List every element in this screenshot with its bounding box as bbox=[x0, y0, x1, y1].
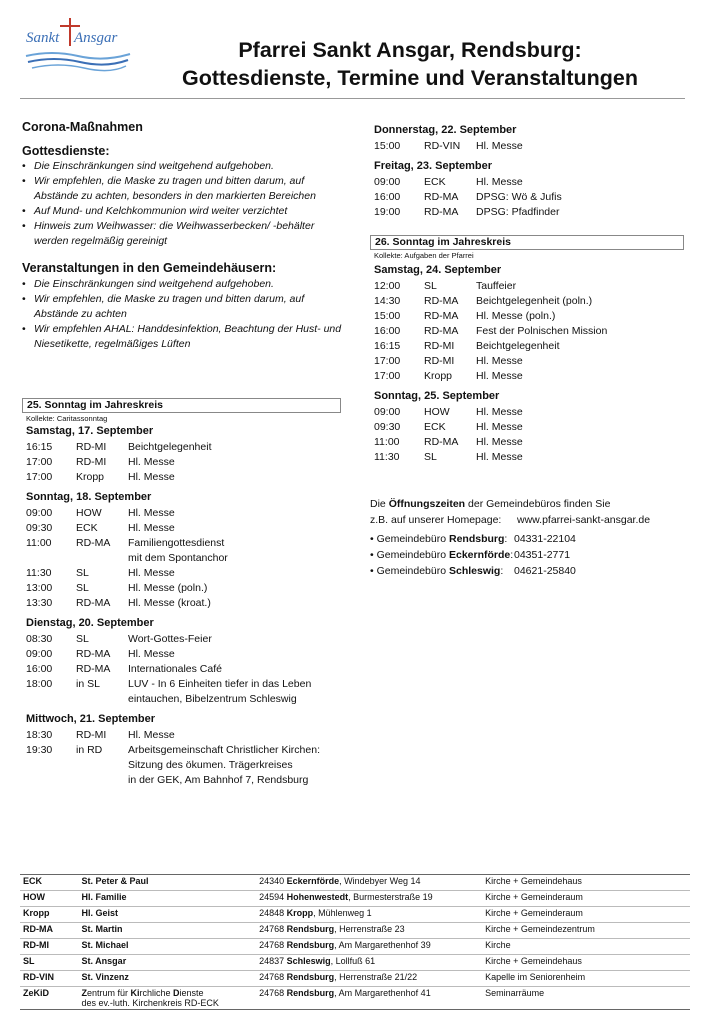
event-row bbox=[26, 536, 346, 566]
event-time: 09:00 bbox=[374, 176, 401, 188]
table-row bbox=[20, 907, 690, 923]
event-row bbox=[26, 506, 346, 521]
event-description: mit dem Spontanchor bbox=[128, 552, 228, 564]
event-location: RD-MA bbox=[424, 325, 459, 337]
list-item: • Auf Mund- und Kelchkommunion wird weiter verzichtet bbox=[22, 204, 342, 219]
offices-intro-post: der Gemeindebüros finden Sie bbox=[465, 498, 611, 510]
address-street: , Mühlenweg 1 bbox=[313, 908, 372, 918]
event-description: Beichtgelegenheit bbox=[476, 340, 560, 352]
event-row bbox=[26, 662, 346, 677]
address-town: Rendsburg bbox=[286, 940, 335, 950]
bullet-glyph: • bbox=[370, 549, 377, 561]
location-address bbox=[256, 923, 482, 939]
address-town: Rendsburg bbox=[286, 924, 335, 934]
event-location: Kropp bbox=[76, 471, 105, 483]
location-code: SL bbox=[20, 955, 79, 971]
event-description: DPSG: Pfadfinder bbox=[476, 206, 560, 218]
location-type: Kirche + Gemeinderaum bbox=[482, 907, 690, 923]
location-code: RD-MA bbox=[20, 923, 79, 939]
event-description: Hl. Messe bbox=[476, 370, 523, 382]
event-location: in SL bbox=[76, 678, 100, 690]
event-row bbox=[374, 205, 694, 220]
address-zip: 24768 bbox=[259, 972, 287, 982]
event-description: Hl. Messe (poln.) bbox=[128, 582, 208, 594]
table-row bbox=[20, 923, 690, 939]
event-location: RD-MI bbox=[76, 456, 107, 468]
day-heading: Samstag, 24. September bbox=[374, 264, 502, 276]
address-town: Schleswig bbox=[286, 956, 331, 966]
event-description: Hl. Messe bbox=[128, 507, 175, 519]
gottesdienste-list bbox=[22, 159, 342, 249]
event-time: 08:30 bbox=[26, 633, 53, 645]
event-row bbox=[374, 190, 694, 205]
event-time: 18:00 bbox=[26, 678, 53, 690]
event-time: 18:30 bbox=[26, 729, 53, 741]
event-row bbox=[26, 647, 346, 662]
event-location: RD-MI bbox=[76, 729, 107, 741]
sunday-title: 25. Sonntag im Jahreskreis bbox=[22, 398, 341, 413]
event-time: 16:00 bbox=[374, 191, 401, 203]
homepage-link[interactable]: www.pfarrei-sankt-ansgar.de bbox=[517, 514, 651, 526]
location-code: ECK bbox=[20, 875, 79, 891]
event-time: 14:30 bbox=[374, 295, 401, 307]
event-description: eintauchen, Bibelzentrum Schleswig bbox=[128, 693, 297, 705]
event-time: 16:15 bbox=[26, 441, 53, 453]
event-description: Hl. Messe bbox=[476, 421, 523, 433]
event-description: Hl. Messe bbox=[128, 567, 175, 579]
address-zip: 24768 bbox=[259, 940, 287, 950]
office-label: Gemeindebüro bbox=[376, 565, 449, 577]
event-row bbox=[374, 324, 694, 339]
event-description: Hl. Messe bbox=[128, 471, 175, 483]
event-location: SL bbox=[76, 633, 89, 645]
logo-word-sankt: Sankt bbox=[26, 30, 60, 46]
day-heading: Sonntag, 25. September bbox=[374, 390, 500, 402]
day-heading: Freitag, 23. September bbox=[374, 160, 492, 172]
event-row bbox=[26, 440, 346, 455]
bullet-glyph: • bbox=[370, 565, 377, 577]
address-town: Kropp bbox=[286, 908, 314, 918]
event-row bbox=[26, 470, 346, 485]
address-street: , Am Margarethenhof 39 bbox=[334, 940, 431, 950]
event-row bbox=[374, 294, 694, 309]
location-church: St. Martin bbox=[79, 923, 257, 939]
event-row bbox=[26, 455, 346, 470]
office-phone[interactable]: 04331-22104 bbox=[514, 533, 576, 545]
office-town: Schleswig bbox=[448, 565, 501, 577]
event-description: Beichtgelegenheit bbox=[128, 441, 212, 453]
event-description: Sitzung des ökumen. Trägerkreises bbox=[128, 759, 293, 771]
event-time: 11:00 bbox=[374, 436, 400, 448]
address-street: , Burmesterstraße 19 bbox=[348, 892, 433, 902]
event-description: Arbeitsgemeinschaft Christlicher Kirchen: bbox=[128, 744, 320, 756]
office-phone[interactable]: 04621-25840 bbox=[514, 565, 576, 577]
church-name-part: Ki bbox=[130, 988, 140, 998]
event-location: SL bbox=[424, 451, 437, 463]
event-description: Hl. Messe (kroat.) bbox=[128, 597, 211, 609]
event-time: 17:00 bbox=[374, 370, 401, 382]
event-row bbox=[26, 728, 346, 743]
event-description: DPSG: Wö & Jufis bbox=[476, 191, 562, 203]
address-street: , Windebyer Weg 14 bbox=[339, 876, 421, 886]
address-zip: 24768 bbox=[259, 924, 287, 934]
event-row bbox=[374, 309, 694, 324]
event-row bbox=[26, 743, 346, 788]
locations-table bbox=[20, 874, 690, 1010]
address-street: , Am Margarethenhof 41 bbox=[334, 988, 431, 998]
day-heading: Samstag, 17. September bbox=[26, 425, 154, 437]
event-location: RD-MI bbox=[76, 441, 107, 453]
kollekte-note: Kollekte: Caritassonntag bbox=[26, 414, 108, 423]
event-row bbox=[374, 405, 694, 420]
address-town: Hohenwestedt bbox=[286, 892, 349, 902]
event-time: 16:00 bbox=[374, 325, 401, 337]
location-church: St. Vinzenz bbox=[79, 971, 257, 987]
address-zip: 24848 bbox=[259, 908, 287, 918]
location-church: Hl. Geist bbox=[79, 907, 257, 923]
office-town: Eckernförde bbox=[448, 549, 511, 561]
veranstaltungen-list bbox=[22, 277, 342, 352]
location-address bbox=[256, 891, 482, 907]
event-time: 11:00 bbox=[26, 537, 52, 549]
list-item: • Die Einschränkungen sind weitgehend aufgehoben. bbox=[22, 159, 342, 174]
church-name-part: rchliche bbox=[139, 988, 174, 998]
event-row bbox=[26, 581, 346, 596]
office-suffix: : bbox=[510, 549, 514, 561]
event-time: 17:00 bbox=[374, 355, 401, 367]
event-location: RD-MI bbox=[424, 340, 455, 352]
event-time: 15:00 bbox=[374, 140, 401, 152]
church-name-line2: des ev.-luth. Kirchenkreis RD-ECK bbox=[81, 998, 219, 1008]
location-code: ZeKiD bbox=[20, 987, 79, 1010]
address-street: , Herrenstraße 23 bbox=[334, 924, 405, 934]
offices-intro-bold: Öffnungszeiten bbox=[388, 498, 466, 510]
office-row bbox=[370, 532, 576, 547]
event-row bbox=[374, 450, 694, 465]
office-suffix: : bbox=[504, 533, 508, 545]
address-street: , Lollfuß 61 bbox=[330, 956, 376, 966]
event-description: Hl. Messe bbox=[128, 522, 175, 534]
day-heading: Dienstag, 20. September bbox=[26, 617, 154, 629]
location-address bbox=[256, 955, 482, 971]
event-location: RD-MA bbox=[424, 310, 459, 322]
event-row bbox=[26, 677, 346, 707]
location-church: St. Peter & Paul bbox=[79, 875, 257, 891]
event-time: 16:00 bbox=[26, 663, 53, 675]
location-code: Kropp bbox=[20, 907, 79, 923]
location-type: Kirche + Gemeinderaum bbox=[482, 891, 690, 907]
location-code: HOW bbox=[20, 891, 79, 907]
office-phone[interactable]: 04351-2771 bbox=[514, 549, 571, 561]
address-street: , Herrenstraße 21/22 bbox=[334, 972, 418, 982]
address-town: Rendsburg bbox=[286, 988, 335, 998]
location-address bbox=[256, 907, 482, 923]
event-location: ECK bbox=[76, 522, 98, 534]
event-description: Hl. Messe bbox=[476, 140, 523, 152]
office-label: Gemeindebüro bbox=[376, 549, 449, 561]
church-name-part: entrum für bbox=[87, 988, 131, 998]
location-type: Kirche + Gemeindehaus bbox=[482, 955, 690, 971]
homepage-label: z.B. auf unserer Homepage: bbox=[370, 514, 502, 526]
offices-intro bbox=[370, 497, 610, 512]
event-time: 13:30 bbox=[26, 597, 53, 609]
event-row bbox=[374, 139, 694, 154]
offices-intro-pre: Die bbox=[370, 498, 389, 510]
event-location: in RD bbox=[76, 744, 103, 756]
event-location: SL bbox=[424, 280, 437, 292]
event-time: 12:00 bbox=[374, 280, 401, 292]
location-address bbox=[256, 971, 482, 987]
list-item: • Wir empfehlen, die Maske zu tragen und bitten darum, auf Abstände zu achten bbox=[22, 292, 342, 322]
event-location: RD-MA bbox=[424, 295, 459, 307]
office-label: Gemeindebüro bbox=[376, 533, 449, 545]
event-row bbox=[26, 521, 346, 536]
table-row bbox=[20, 955, 690, 971]
event-row bbox=[374, 420, 694, 435]
list-item: • Wir empfehlen AHAL: Handdesinfektion, Beachtung der Hust- und Niesetikette, regelmäßiges Lüften bbox=[22, 322, 342, 352]
event-time: 17:00 bbox=[26, 471, 53, 483]
event-time: 11:30 bbox=[374, 451, 400, 463]
event-description: in der GEK, Am Bahnhof 7, Rendsburg bbox=[128, 774, 309, 786]
event-description: Beichtgelegenheit (poln.) bbox=[476, 295, 593, 307]
event-time: 09:30 bbox=[374, 421, 401, 433]
location-church bbox=[79, 987, 257, 1010]
homepage-line bbox=[370, 513, 651, 528]
location-type: Kirche + Gemeindehaus bbox=[482, 875, 690, 891]
event-description: Hl. Messe bbox=[476, 355, 523, 367]
office-row bbox=[370, 548, 571, 563]
event-description: Internationales Café bbox=[128, 663, 222, 675]
event-time: 19:00 bbox=[374, 206, 401, 218]
location-church: St. Michael bbox=[79, 939, 257, 955]
event-row bbox=[374, 175, 694, 190]
event-location: RD-MA bbox=[76, 663, 111, 675]
address-zip: 24768 bbox=[259, 988, 287, 998]
event-description: Hl. Messe bbox=[476, 436, 523, 448]
event-location: RD-MA bbox=[424, 191, 459, 203]
corona-heading: Corona-Maßnahmen bbox=[22, 120, 143, 134]
location-code: RD-VIN bbox=[20, 971, 79, 987]
bullet-glyph: • bbox=[370, 533, 377, 545]
address-town: Eckernförde bbox=[286, 876, 340, 886]
event-location: RD-MI bbox=[424, 355, 455, 367]
event-row bbox=[374, 369, 694, 384]
event-location: HOW bbox=[76, 507, 102, 519]
office-town: Rendsburg bbox=[448, 533, 505, 545]
veranstaltungen-heading: Veranstaltungen in den Gemeindehäusern: bbox=[22, 261, 277, 275]
location-code: RD-MI bbox=[20, 939, 79, 955]
event-location: HOW bbox=[424, 406, 450, 418]
event-description: Hl. Messe bbox=[476, 406, 523, 418]
table-row bbox=[20, 939, 690, 955]
event-time: 15:00 bbox=[374, 310, 401, 322]
event-time: 09:30 bbox=[26, 522, 53, 534]
event-time: 09:00 bbox=[26, 648, 53, 660]
event-time: 17:00 bbox=[26, 456, 53, 468]
event-row bbox=[26, 632, 346, 647]
office-suffix: : bbox=[500, 565, 504, 577]
kollekte-note: Kollekte: Aufgaben der Pfarrei bbox=[374, 251, 474, 260]
list-item: • Hinweis zum Weihwasser: die Weihwasserbecken/ -behälter werden regelmäßig gereinigt bbox=[22, 219, 342, 249]
page-title-line2: Gottesdienste, Termine und Veranstaltungen bbox=[182, 66, 638, 90]
event-time: 09:00 bbox=[26, 507, 53, 519]
logo-word-ansgar: Ansgar bbox=[74, 30, 118, 46]
parish-logo bbox=[22, 16, 132, 78]
table-row bbox=[20, 891, 690, 907]
location-address bbox=[256, 939, 482, 955]
day-heading: Donnerstag, 22. September bbox=[374, 124, 517, 136]
location-type: Kapelle im Seniorenheim bbox=[482, 971, 690, 987]
location-church: Hl. Familie bbox=[79, 891, 257, 907]
event-location: RD-MA bbox=[76, 597, 111, 609]
event-location: RD-MA bbox=[76, 648, 111, 660]
event-location: RD-VIN bbox=[424, 140, 461, 152]
event-location: Kropp bbox=[424, 370, 453, 382]
event-description: Hl. Messe bbox=[128, 729, 175, 741]
event-time: 09:00 bbox=[374, 406, 401, 418]
event-description: Wort-Gottes-Feier bbox=[128, 633, 212, 645]
event-location: RD-MA bbox=[76, 537, 111, 549]
table-row bbox=[20, 875, 690, 891]
location-address bbox=[256, 987, 482, 1010]
event-location: RD-MA bbox=[424, 206, 459, 218]
event-description: Hl. Messe bbox=[128, 648, 175, 660]
location-type: Kirche bbox=[482, 939, 690, 955]
event-description: Hl. Messe bbox=[128, 456, 175, 468]
event-time: 16:15 bbox=[374, 340, 401, 352]
event-row bbox=[374, 339, 694, 354]
event-location: ECK bbox=[424, 421, 446, 433]
event-row bbox=[374, 279, 694, 294]
event-location: RD-MA bbox=[424, 436, 459, 448]
event-description: Hl. Messe bbox=[476, 176, 523, 188]
gottesdienste-heading: Gottesdienste: bbox=[22, 144, 110, 158]
event-time: 19:30 bbox=[26, 744, 53, 756]
event-row bbox=[26, 596, 346, 611]
logo-graphic bbox=[22, 16, 132, 78]
location-type: Kirche + Gemeindezentrum bbox=[482, 923, 690, 939]
church-name-part: Z bbox=[81, 988, 88, 998]
location-address bbox=[256, 875, 482, 891]
event-row bbox=[374, 435, 694, 450]
event-description: LUV - In 6 Einheiten tiefer in das Leben bbox=[128, 678, 312, 690]
header-divider bbox=[20, 98, 685, 99]
office-row bbox=[370, 564, 576, 579]
day-heading: Mittwoch, 21. September bbox=[26, 713, 155, 725]
event-description: Familiengottesdienst bbox=[128, 537, 225, 549]
location-church: St. Ansgar bbox=[79, 955, 257, 971]
address-zip: 24837 bbox=[259, 956, 287, 966]
event-location: ECK bbox=[424, 176, 446, 188]
event-description: Tauffeier bbox=[476, 280, 517, 292]
event-time: 13:00 bbox=[26, 582, 53, 594]
address-town: Rendsburg bbox=[286, 972, 335, 982]
church-name-part: ienste bbox=[179, 988, 204, 998]
sunday-title: 26. Sonntag im Jahreskreis bbox=[370, 235, 684, 250]
table-row bbox=[20, 971, 690, 987]
church-name-part: D bbox=[173, 988, 180, 998]
event-time: 11:30 bbox=[26, 567, 52, 579]
event-row bbox=[26, 566, 346, 581]
event-row bbox=[374, 354, 694, 369]
location-type: Seminarräume bbox=[482, 987, 690, 1010]
event-description: Hl. Messe bbox=[476, 451, 523, 463]
list-item: • Wir empfehlen, die Maske zu tragen und bitten darum, auf Abstände zu achten, besonders in den markierten Bereichen bbox=[22, 174, 342, 204]
event-location: SL bbox=[76, 582, 89, 594]
event-description: Hl. Messe (poln.) bbox=[476, 310, 556, 322]
address-zip: 24594 bbox=[259, 892, 287, 902]
event-description: Fest der Polnischen Mission bbox=[476, 325, 608, 337]
list-item: • Die Einschränkungen sind weitgehend aufgehoben. bbox=[22, 277, 342, 292]
table-row bbox=[20, 987, 690, 1010]
day-heading: Sonntag, 18. September bbox=[26, 491, 152, 503]
event-location: SL bbox=[76, 567, 89, 579]
page-title-line1: Pfarrei Sankt Ansgar, Rendsburg: bbox=[238, 38, 582, 62]
address-zip: 24340 bbox=[259, 876, 287, 886]
